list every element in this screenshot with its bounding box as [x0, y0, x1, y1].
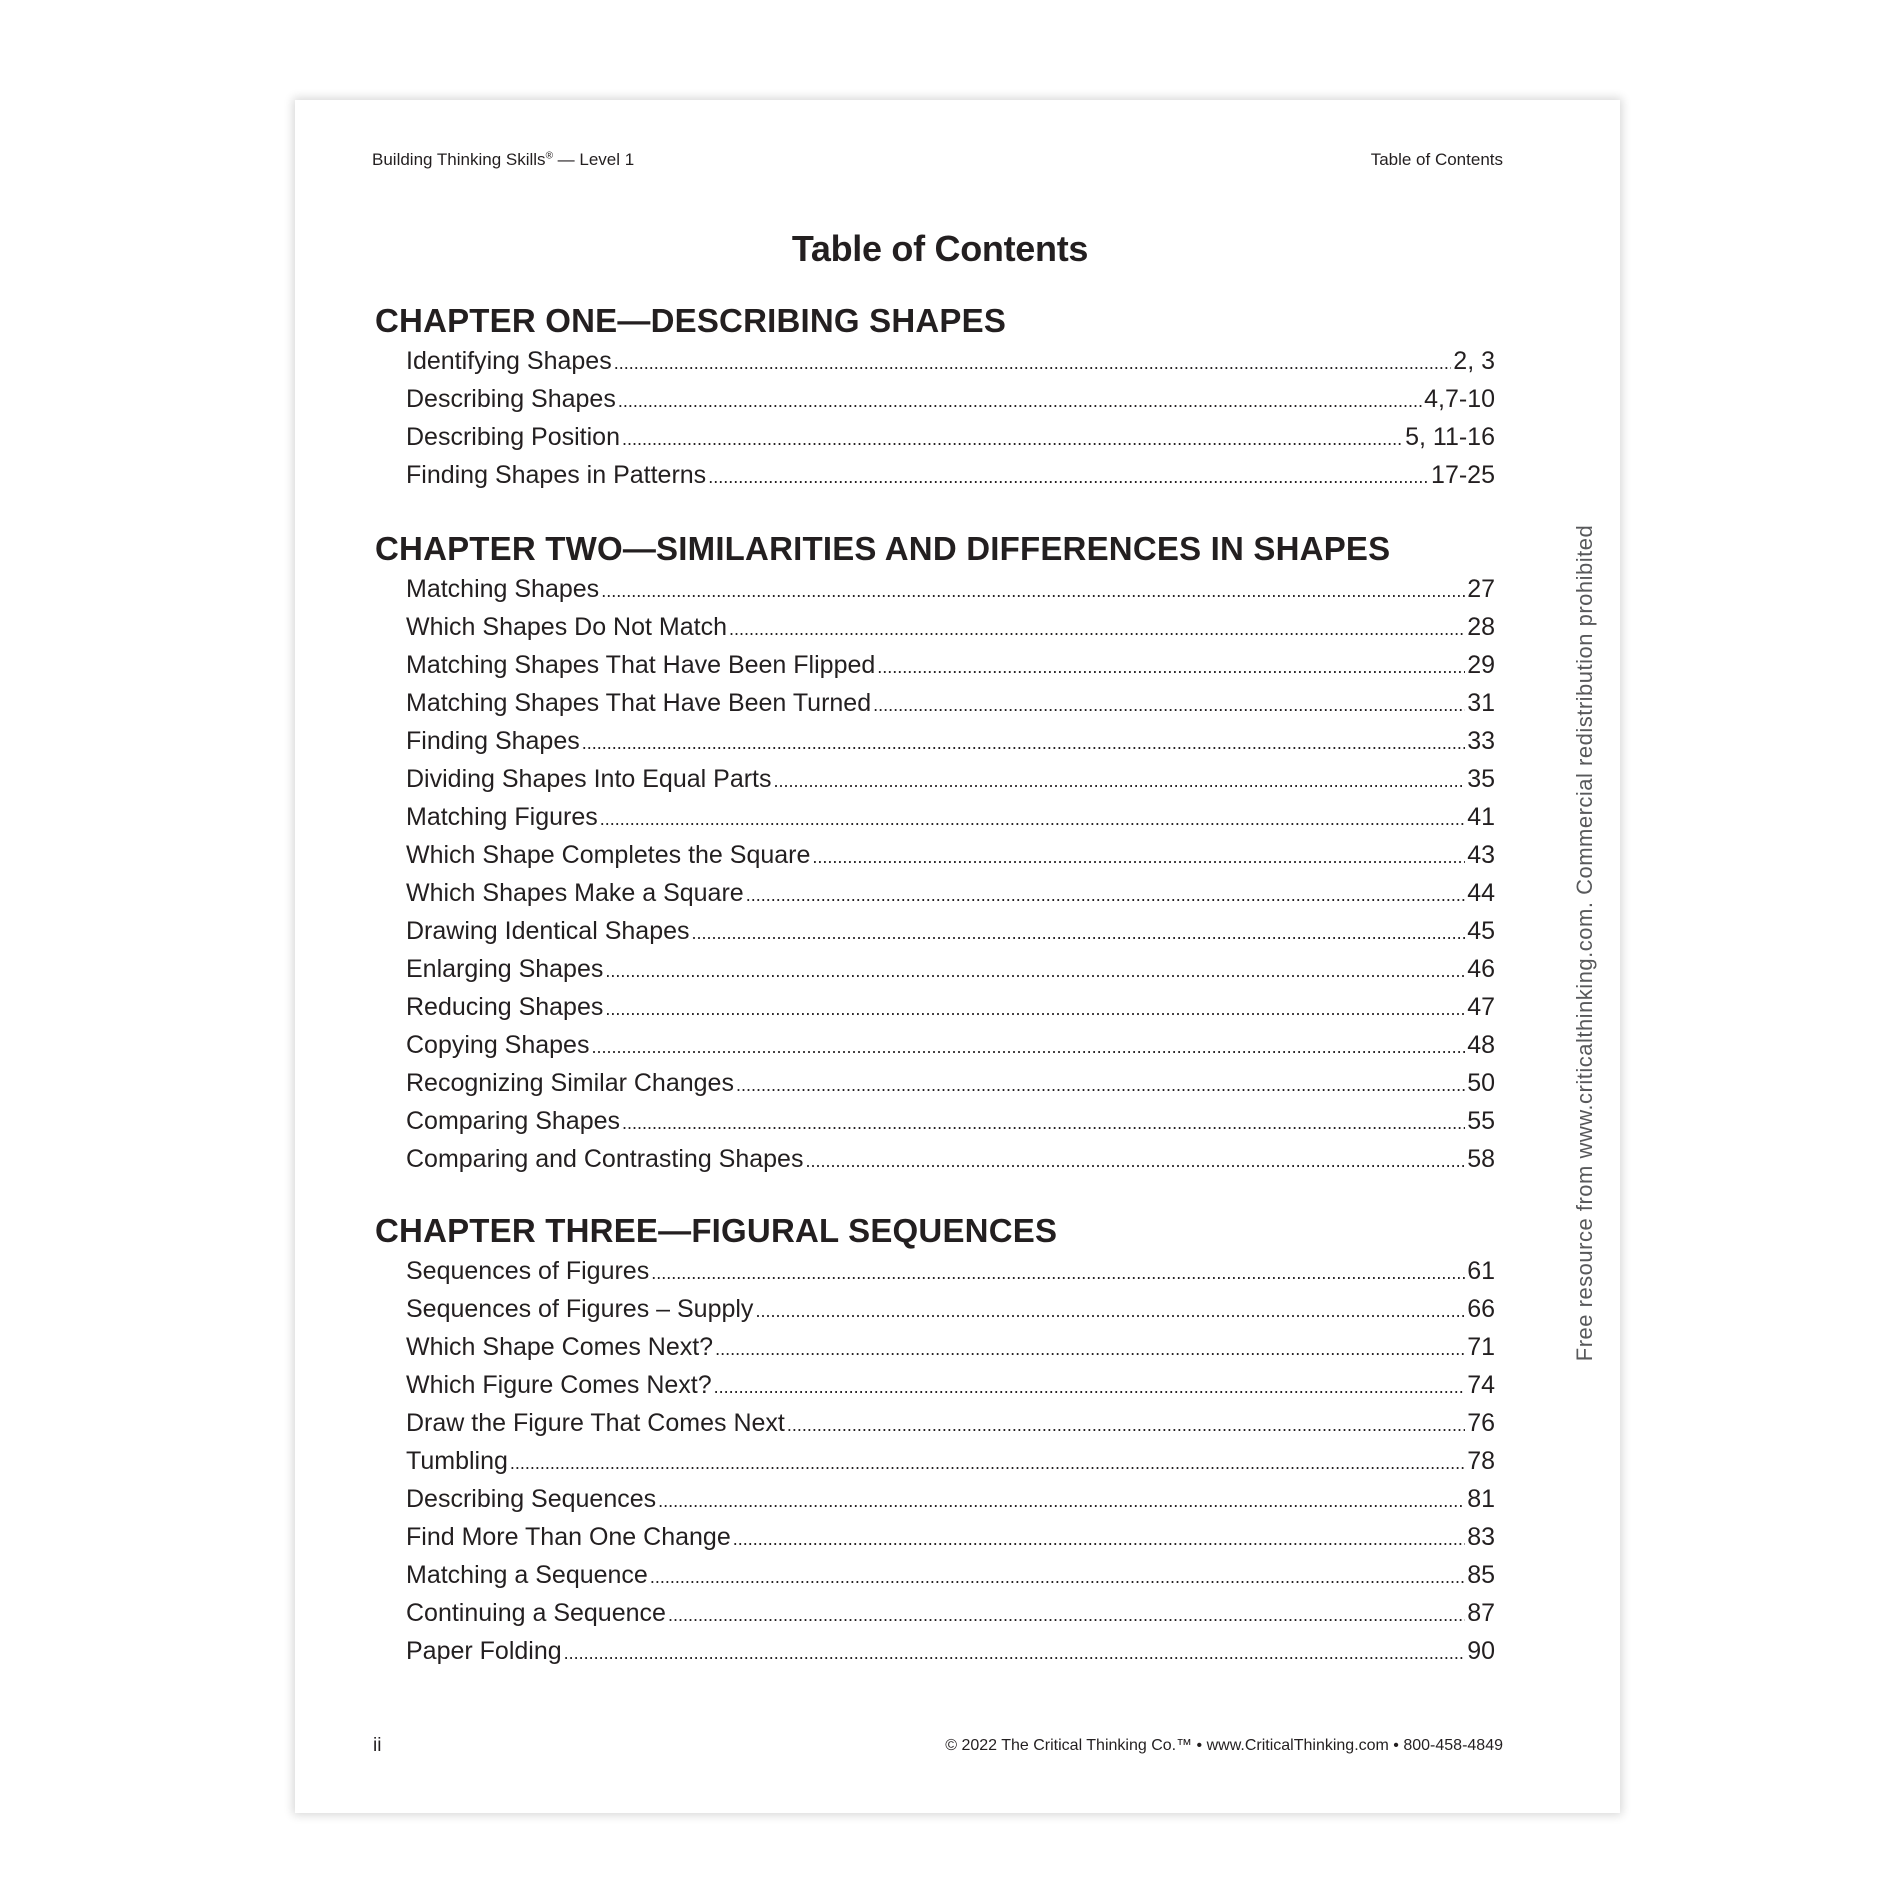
- chapter-title: CHAPTER THREE—FIGURAL SEQUENCES: [375, 1212, 1058, 1249]
- toc-entry-label: Tumbling: [406, 1447, 508, 1475]
- toc-entry-page: 50: [1467, 1069, 1495, 1097]
- toc-entry-label: Describing Shapes: [406, 385, 616, 413]
- toc-entry-label: Matching Shapes: [406, 575, 600, 603]
- dot-leader: [658, 1480, 1465, 1520]
- toc-list: [375, 342, 1495, 494]
- toc-entry-page: 28: [1467, 613, 1495, 641]
- toc-entry-page: 43: [1467, 841, 1495, 869]
- toc-entry-label: Draw the Figure That Comes Next: [406, 1409, 785, 1437]
- dot-leader: [755, 1290, 1465, 1330]
- toc-entry: [406, 608, 1495, 646]
- toc-entry: [406, 570, 1495, 608]
- toc-entry-label: Finding Shapes: [406, 727, 580, 755]
- toc-entry-page: 78: [1467, 1447, 1495, 1475]
- toc-entry-label: Drawing Identical Shapes: [406, 917, 690, 945]
- toc-entry: [406, 1252, 1495, 1290]
- toc-entry-page: 83: [1467, 1523, 1495, 1551]
- toc-entry-page: 2, 3: [1453, 347, 1495, 375]
- dot-leader: [729, 608, 1465, 648]
- toc-entry-page: 47: [1467, 993, 1495, 1021]
- dot-leader: [787, 1404, 1465, 1444]
- toc-entry: [406, 380, 1495, 418]
- toc-entry-label: Copying Shapes: [406, 1031, 590, 1059]
- toc-entry-label: Sequences of Figures: [406, 1257, 650, 1285]
- toc-entry-page: 55: [1467, 1107, 1495, 1135]
- toc-entry-label: Paper Folding: [406, 1637, 562, 1665]
- dot-leader: [715, 1328, 1465, 1368]
- dot-leader: [600, 798, 1465, 838]
- running-head-section: Table of Contents: [1370, 150, 1503, 169]
- toc-entry-label: Matching Shapes That Have Been Turned: [406, 689, 872, 717]
- toc-entry-page: 4,7-10: [1424, 385, 1495, 413]
- toc-entry-label: Recognizing Similar Changes: [406, 1069, 734, 1097]
- dot-leader: [668, 1594, 1465, 1634]
- dot-leader: [651, 1252, 1465, 1292]
- toc-entry-label: Which Shapes Make a Square: [406, 879, 744, 907]
- toc-entry-page: 27: [1467, 575, 1495, 603]
- toc-entry: [406, 1404, 1495, 1442]
- dot-leader: [650, 1556, 1465, 1596]
- toc-entry: [406, 1366, 1495, 1404]
- dot-leader: [622, 1102, 1465, 1142]
- toc-entry-page: 71: [1467, 1333, 1495, 1361]
- toc-entry-page: 66: [1467, 1295, 1495, 1323]
- chapter-two: [375, 528, 1495, 1178]
- chapter-one: [375, 300, 1495, 494]
- toc-entry: [406, 874, 1495, 912]
- dot-leader: [812, 836, 1465, 876]
- page-number: ii: [373, 1735, 382, 1756]
- dot-leader: [714, 1366, 1466, 1406]
- toc-entry-page: 85: [1467, 1561, 1495, 1589]
- toc-entry: [406, 1480, 1495, 1518]
- toc-entry: [406, 836, 1495, 874]
- running-head-series: [372, 150, 634, 170]
- toc-entry-page: 44: [1467, 879, 1495, 907]
- dot-leader: [605, 988, 1465, 1028]
- chapter-three: [375, 1210, 1495, 1670]
- toc-entry: [406, 1594, 1495, 1632]
- toc-entry-page: 5, 11-16: [1405, 423, 1495, 451]
- toc-entry-page: 48: [1467, 1031, 1495, 1059]
- dot-leader: [708, 456, 1429, 496]
- toc-entry: [406, 342, 1495, 380]
- dot-leader: [733, 1518, 1465, 1558]
- toc-entry: [406, 722, 1495, 760]
- page-title: Table of Contents: [791, 228, 1089, 269]
- dot-leader: [564, 1632, 1466, 1672]
- toc-entry-label: Matching a Sequence: [406, 1561, 648, 1589]
- dot-leader: [805, 1140, 1465, 1180]
- toc-entry: [406, 1102, 1495, 1140]
- toc-entry-page: 74: [1467, 1371, 1495, 1399]
- toc-entry: [406, 1632, 1495, 1670]
- toc-entry-page: 46: [1467, 955, 1495, 983]
- toc-entry-label: Describing Position: [406, 423, 620, 451]
- copyright-line: © 2022 The Critical Thinking Co.™ • www.CriticalThinking.com • 800-458-4849: [945, 1737, 1503, 1754]
- dot-leader: [614, 342, 1452, 382]
- dot-leader: [877, 646, 1465, 686]
- dot-leader: [510, 1442, 1465, 1482]
- toc-entry-label: Matching Shapes That Have Been Flipped: [406, 651, 876, 679]
- toc-entry: [406, 1290, 1495, 1328]
- toc-entry-label: Which Figure Comes Next?: [406, 1371, 712, 1399]
- toc-entry: [406, 760, 1495, 798]
- toc-entry-label: Enlarging Shapes: [406, 955, 604, 983]
- toc-entry-page: 35: [1467, 765, 1495, 793]
- dot-leader: [692, 912, 1466, 952]
- toc-entry: [406, 684, 1495, 722]
- toc-entry: [406, 1140, 1495, 1178]
- toc-entry-label: Comparing and Contrasting Shapes: [406, 1145, 804, 1173]
- toc-entry: [406, 798, 1495, 836]
- toc-entry-label: Finding Shapes in Patterns: [406, 461, 707, 489]
- toc-entry-label: Sequences of Figures – Supply: [406, 1295, 754, 1323]
- toc-entry-label: Reducing Shapes: [406, 993, 604, 1021]
- toc-entry: [406, 1442, 1495, 1480]
- toc-entry-page: 33: [1467, 727, 1495, 755]
- toc-entry-page: 58: [1467, 1145, 1495, 1173]
- toc-entry-page: 90: [1467, 1637, 1495, 1665]
- toc-entry-page: 61: [1467, 1257, 1495, 1285]
- toc-entry-page: 29: [1467, 651, 1495, 679]
- redistribution-notice: Free resource from www.criticalthinking.com. Commercial redistribution prohibited: [1572, 524, 1597, 1362]
- toc-entry-page: 41: [1467, 803, 1495, 831]
- toc-entry-page: 17-25: [1431, 461, 1495, 489]
- toc-entry: [406, 1064, 1495, 1102]
- dot-leader: [873, 684, 1465, 724]
- toc-entry-label: Which Shape Comes Next?: [406, 1333, 714, 1361]
- toc-entry: [406, 950, 1495, 988]
- series-level: — Level 1: [552, 150, 635, 169]
- toc-entry-page: 87: [1467, 1599, 1495, 1627]
- dot-leader: [601, 570, 1465, 610]
- toc-entry-label: Identifying Shapes: [406, 347, 612, 375]
- dot-leader: [591, 1026, 1465, 1066]
- toc-entry: [406, 1328, 1495, 1366]
- registered-mark: ®: [545, 150, 553, 162]
- chapter-title: CHAPTER ONE—DESCRIBING SHAPES: [375, 302, 1007, 339]
- toc-entry: [406, 1026, 1495, 1064]
- toc-entry: [406, 988, 1495, 1026]
- toc-entry-label: Continuing a Sequence: [406, 1599, 666, 1627]
- dot-leader: [736, 1064, 1465, 1104]
- chapter-title: CHAPTER TWO—SIMILARITIES AND DIFFERENCES IN SHAPES: [375, 530, 1391, 567]
- dot-leader: [605, 950, 1465, 990]
- toc-entry: [406, 1556, 1495, 1594]
- dot-leader: [618, 380, 1422, 420]
- toc-entry-label: Find More Than One Change: [406, 1523, 731, 1551]
- toc-entry: [406, 912, 1495, 950]
- toc-list: [375, 570, 1495, 1178]
- dot-leader: [622, 418, 1403, 458]
- toc-entry: [406, 646, 1495, 684]
- toc-entry-label: Which Shape Completes the Square: [406, 841, 811, 869]
- toc-entry: [406, 418, 1495, 456]
- toc-entry-label: Comparing Shapes: [406, 1107, 621, 1135]
- toc-entry-page: 76: [1467, 1409, 1495, 1437]
- toc-entry: [406, 1518, 1495, 1556]
- toc-entry-label: Describing Sequences: [406, 1485, 657, 1513]
- toc-entry-page: 31: [1467, 689, 1495, 717]
- toc-list: [375, 1252, 1495, 1670]
- toc-entry-label: Which Shapes Do Not Match: [406, 613, 727, 641]
- toc-entry-page: 45: [1467, 917, 1495, 945]
- toc-entry: [406, 456, 1495, 494]
- toc-entry-label: Dividing Shapes Into Equal Parts: [406, 765, 772, 793]
- dot-leader: [746, 874, 1466, 914]
- toc-entry-page: 81: [1467, 1485, 1495, 1513]
- series-name: Building Thinking Skills: [372, 150, 546, 169]
- dot-leader: [582, 722, 1465, 762]
- dot-leader: [774, 760, 1466, 800]
- toc-entry-label: Matching Figures: [406, 803, 598, 831]
